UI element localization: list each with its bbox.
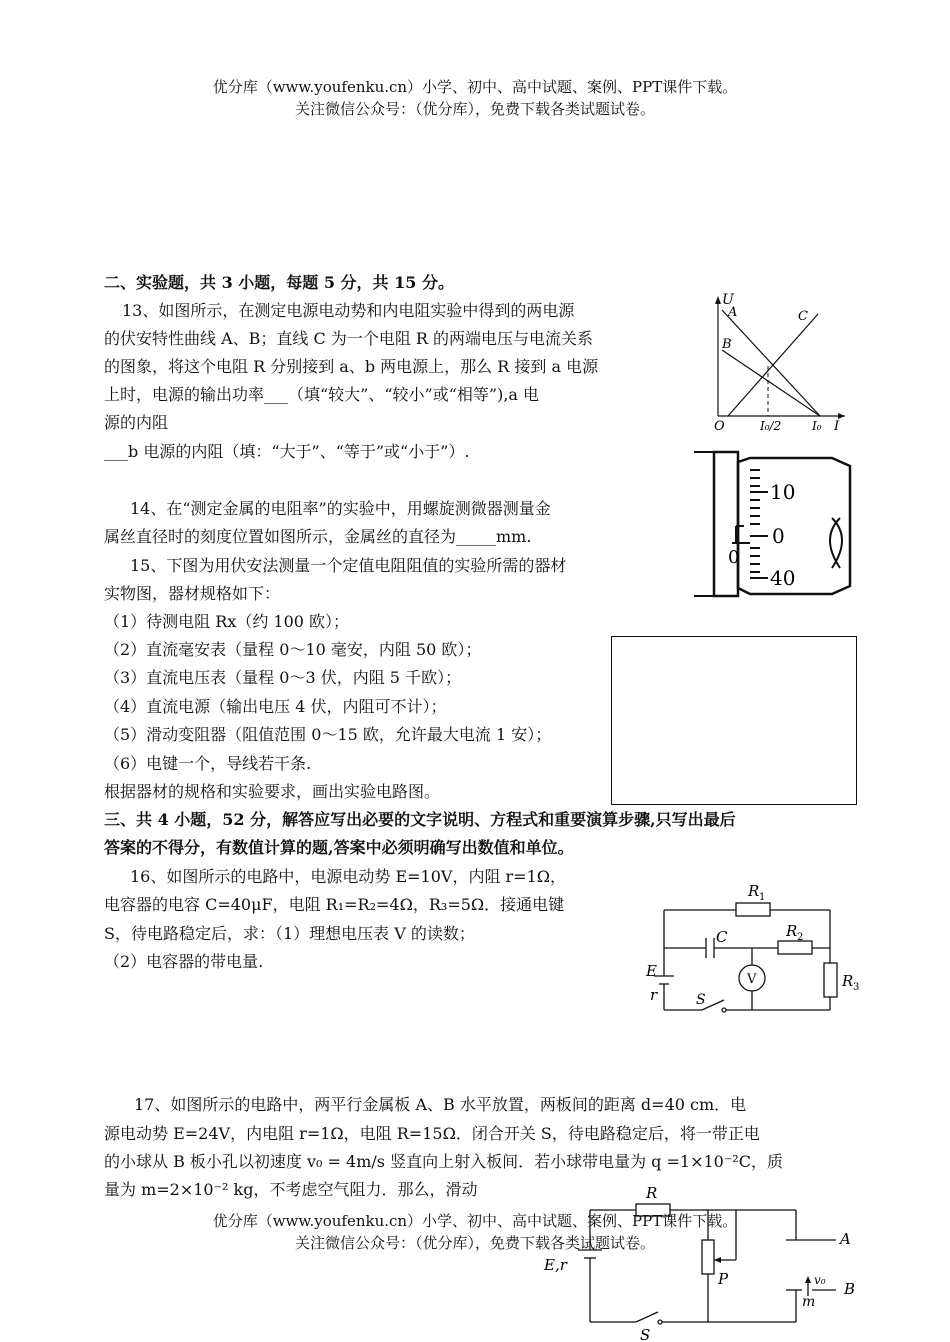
- footer-line-1: 优分库（www.youfenku.cn）小学、初中、高中试题、案例、PPT课件下载。: [212, 1212, 738, 1230]
- q17-circuit: [540, 1180, 870, 1342]
- q13-line: 13、如图所示，在测定电源电动势和内电阻实验中得到的两电源: [122, 301, 575, 320]
- r2-sub: 2: [797, 932, 804, 943]
- capacitor-label: C: [716, 928, 728, 946]
- internal-resistance-label: r: [650, 986, 658, 1004]
- line-c: [728, 314, 818, 416]
- plate-a-label: A: [840, 1230, 851, 1248]
- emf-label: E,r: [544, 1256, 567, 1274]
- line-a-label: A: [728, 305, 738, 320]
- tick-half-label: I₀/2: [760, 419, 782, 433]
- r3-label: R: [842, 972, 854, 990]
- q16-line: 16、如图所示的电路中，电源电动势 E=10V，内阻 r=1Ω，: [130, 867, 567, 886]
- micrometer-label-top: 10: [770, 480, 796, 504]
- q15-line: 实物图，器材规格如下：: [104, 584, 281, 603]
- origin-label: O: [714, 419, 725, 434]
- q13-line: 源的内阻: [104, 413, 169, 432]
- q13-line: 的图象，将这个电阻 R 分别接到 a、b 两电源上，那么 R 接到 a 电源: [104, 357, 599, 376]
- q15-line: 15、下图为用伏安法测量一个定值电阻阻值的实验所需的器材: [130, 556, 567, 575]
- emf-label: E: [646, 962, 657, 980]
- section3-line: 答案的不得分，有数值计算的题,答案中必须明确写出数值和单位。: [104, 838, 574, 857]
- q13-line: ___b 电源的内阻（填：“大于”、“等于”或“小于”）.: [104, 442, 470, 461]
- q16-line: 电容器的电容 C=40μF，电阻 R₁=R₂=4Ω，R₃=5Ω．接通电键: [104, 895, 565, 914]
- micrometer-label-bottom: 40: [770, 566, 796, 590]
- tick-full-label: I₀: [812, 419, 822, 433]
- line-b-label: B: [722, 337, 732, 352]
- q14-micrometer: [692, 448, 862, 600]
- q15-line: 根据器材的规格和实验要求，画出实验电路图。: [104, 782, 441, 801]
- x-axis-label: I: [834, 419, 840, 434]
- q17-line: 量为 m=2×10⁻² kg，不考虑空气阻力．那么，滑动: [104, 1180, 478, 1199]
- slider-p-label: P: [718, 1270, 729, 1288]
- mass-label: m: [802, 1294, 816, 1310]
- q15-line: （2）直流毫安表（量程 0～10 毫安，内阻 50 欧）；: [104, 640, 482, 659]
- resistor-r-label: R: [646, 1184, 658, 1202]
- micrometer-sleeve-zero: 0: [728, 547, 740, 568]
- line-a: [722, 310, 820, 416]
- voltmeter-label: V: [747, 972, 757, 987]
- section2-title: 二、实验题，共 3 小题，每题 5 分，共 15 分。: [104, 273, 454, 292]
- q13-line: 上时，电源的输出功率___（填“较大”、“较小”或“相等”),a 电: [104, 385, 540, 404]
- switch-label: S: [696, 992, 706, 1008]
- q17-line: 的小球从 B 板小孔以初速度 v₀ = 4m/s 竖直向上射入板间．若小球带电量为 q =1×10⁻²C，质: [104, 1152, 783, 1171]
- r3-sub: 3: [853, 982, 860, 993]
- q15-line: （5）滑动变阻器（阻值范围 0～15 欧，允许最大电流 1 安）；: [104, 725, 552, 744]
- q15-line: （3）直流电压表（量程 0～3 伏，内阻 5 千欧）；: [104, 668, 462, 687]
- line-c-label: C: [798, 309, 808, 324]
- q13-iv-graph: [700, 288, 850, 434]
- q17-line: 源电动势 E=24V，内电阻 r=1Ω，电阻 R=15Ω．闭合开关 S，待电路稳定后，将一带正电: [104, 1124, 760, 1143]
- q15-answer-box[interactable]: [611, 636, 857, 805]
- q16-line: （2）电容器的带电量.: [104, 952, 264, 971]
- q16-circuit: [640, 878, 870, 1018]
- y-axis-label: U: [722, 292, 734, 308]
- footer-line-2: 关注微信公众号：（优分库），免费下载各类试题试卷。: [294, 1234, 655, 1252]
- micrometer-label-mid: 0: [772, 524, 785, 548]
- plate-b-label: B: [844, 1280, 856, 1298]
- header-line-2: 关注微信公众号：（优分库），免费下载各类试题试卷。: [294, 100, 655, 118]
- r1-label: R: [748, 882, 760, 900]
- r1-sub: 1: [759, 892, 766, 903]
- q15-line: （6）电键一个，导线若干条.: [104, 754, 312, 773]
- q14-line: 属丝直径时的刻度位置如图所示，金属丝的直径为_____mm.: [104, 527, 532, 546]
- q17-line: 17、如图所示的电路中，两平行金属板 A、B 水平放置，两板间的距离 d=40 cm．电: [134, 1095, 747, 1114]
- header-line-1: 优分库（www.youfenku.cn）小学、初中、高中试题、案例、PPT课件下载。: [212, 78, 738, 96]
- switch-label: S: [640, 1326, 651, 1342]
- q15-line: （1）待测电阻 Rx（约 100 欧）；: [104, 612, 350, 631]
- q13-line: 的伏安特性曲线 A、B；直线 C 为一个电阻 R 的两端电压与电流关系: [104, 329, 594, 348]
- v0-label: v₀: [814, 1273, 826, 1287]
- section3-line: 三、共 4 小题，52 分，解答应写出必要的文字说明、方程式和重要演算步骤,只写出最后: [104, 810, 736, 829]
- r2-label: R: [786, 922, 798, 940]
- q14-line: 14、在“测定金属的电阻率”的实验中，用螺旋测微器测量金: [130, 499, 551, 518]
- q16-line: S，待电路稳定后，求：（1）理想电压表 V 的读数；: [104, 924, 475, 943]
- q15-line: （4）直流电源（输出电压 4 伏，内阻可不计）；: [104, 697, 447, 716]
